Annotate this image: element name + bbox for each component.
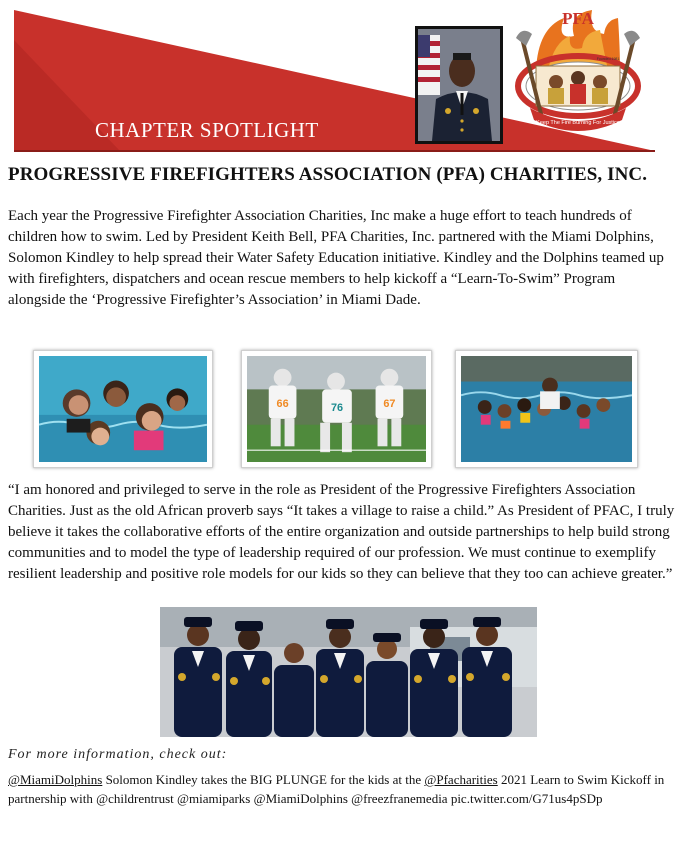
photo-kids-pool: [33, 350, 213, 468]
logo-motto: Keep The Fire Burning For Justice: [536, 120, 620, 126]
article-title: PROGRESSIVE FIREFIGHTERS ASSOCIATION (PFA) CHARITIES, INC.: [8, 164, 648, 185]
jersey-number: 76: [330, 401, 344, 414]
tweet-text: [8, 770, 680, 808]
tweet-body-1: Solomon Kindley takes the BIG PLUNGE for the kids at the: [102, 772, 425, 787]
tweet-handle-link-2[interactable]: @Pfacharities: [424, 772, 498, 787]
tweet-body-2: 2021 Learn to Swim Kickoff in partnership with @childrentrust @miamiparks @MiamiDolphins @freezfranemedia pic.twitter.com/G71us4pSDp: [8, 772, 665, 806]
president-portrait: [415, 26, 503, 144]
photo-group-in-pool: [455, 350, 638, 468]
more-info-label: For more information, check out:: [8, 747, 228, 762]
intro-paragraph: Each year the Progressive Firefighter Association Charities, Inc make a huge effort to teach hundreds of children how to swim. Led by President Keith Bell, PFA Charities, Inc. partnered with the Miami Dolphins, Solomon Kindley to help spread their Water Safety Education initiative. Kindley and the Dolphins teamed up with firefighters, dispatchers and ocean rescue members to help kickoff a “Learn-To-Swim” Program alongside the ‘Progressive Firefighter’s Association’ in Miami Dade.: [8, 208, 664, 308]
president-quote: “I am honored and privileged to serve in the role as President of the Progressive Firefighters Association Charities. Just as the old African proverb says “It takes a village to raise a child.” As President of PFAC, I truly believe it takes the collaborative efforts of the entire organization and outside partnerships to help build strong communities and to model the type of leadership required of our profession. We must continue to exemplify resilient leadership and positive role models for our kids so they can believe that they too can achieve greater.”: [8, 482, 675, 582]
photo-dolphins-players: [241, 350, 432, 468]
jersey-number: 66: [276, 398, 289, 411]
chapter-spotlight-label: CHAPTER SPOTLIGHT: [95, 118, 319, 142]
photo-firefighters-group: [160, 607, 537, 737]
american-flag-icon: [418, 35, 440, 95]
tweet-handle-link[interactable]: @MiamiDolphins: [8, 772, 103, 787]
jersey-number: 67: [383, 398, 396, 411]
logo-text: PFA: [562, 9, 594, 28]
pfa-logo: [508, 8, 648, 138]
logo-year: Founded 1981: [596, 57, 620, 61]
